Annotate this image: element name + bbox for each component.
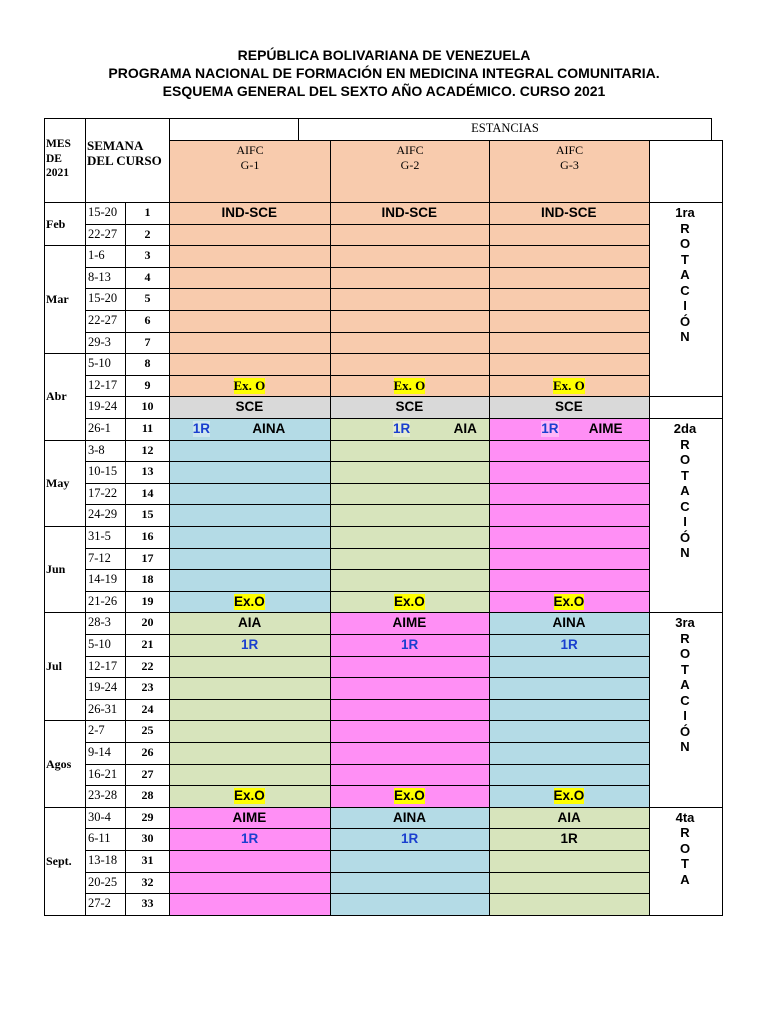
stay-label: AIME bbox=[232, 809, 267, 825]
rotation-cell bbox=[649, 202, 723, 397]
week-number: 27 bbox=[125, 764, 170, 787]
stay-label: AINA bbox=[252, 420, 286, 436]
stay-cell-g1 bbox=[169, 461, 331, 484]
stay-label: AIME bbox=[588, 420, 623, 436]
week-number: 7 bbox=[125, 332, 170, 355]
stay-label: 1R bbox=[192, 420, 210, 436]
month-cell: Sept. bbox=[44, 807, 86, 916]
stay-cell-g2 bbox=[330, 267, 490, 290]
week-dates: 22-27 bbox=[85, 310, 126, 333]
rotation-label: 1ra R O T A C I Ó N bbox=[675, 205, 695, 344]
week-dates: 3-8 bbox=[85, 440, 126, 463]
stay-cell-g1 bbox=[169, 245, 331, 268]
stay-label: 1R bbox=[393, 420, 411, 436]
week-dates: 23-28 bbox=[85, 785, 126, 808]
stay-cell-g3 bbox=[489, 742, 650, 765]
stay-cell-g3 bbox=[489, 872, 650, 895]
stay-cell-g2 bbox=[330, 483, 490, 506]
stay-cell-g3 bbox=[489, 893, 650, 916]
stay-label: Ex. O bbox=[393, 377, 426, 393]
stay-cell-g1 bbox=[169, 677, 331, 700]
week-dates: 21-26 bbox=[85, 591, 126, 614]
stay-label: AIA bbox=[238, 615, 262, 631]
stay-cell-g3 bbox=[489, 332, 650, 355]
stay-cell-g2 bbox=[330, 526, 490, 549]
stay-cell-g3 bbox=[489, 526, 650, 549]
week-dates: 12-17 bbox=[85, 656, 126, 679]
week-dates: 19-24 bbox=[85, 396, 126, 419]
header-semana: SEMANA DEL CURSO bbox=[85, 118, 170, 203]
week-number: 10 bbox=[125, 396, 170, 419]
week-number: 29 bbox=[125, 807, 170, 830]
week-dates: 5-10 bbox=[85, 634, 126, 657]
stay-cell-g2 bbox=[330, 224, 490, 247]
week-number: 31 bbox=[125, 850, 170, 873]
stay-cell-g3 bbox=[489, 699, 650, 722]
stay-cell-g2 bbox=[330, 461, 490, 484]
stay-cell-g1 bbox=[169, 850, 331, 873]
rotation-gap-cell bbox=[649, 396, 723, 419]
stay-cell-g3 bbox=[489, 569, 650, 592]
stay-label: SCE bbox=[235, 399, 264, 415]
stay-cell-g1 bbox=[169, 332, 331, 355]
stay-label: AIA bbox=[453, 420, 477, 436]
stay-cell-g2 bbox=[330, 656, 490, 679]
week-number: 15 bbox=[125, 504, 170, 527]
header-group-2: AIFC G-2 bbox=[330, 140, 490, 203]
month-cell: Abr bbox=[44, 353, 86, 440]
week-dates: 13-18 bbox=[85, 850, 126, 873]
week-number: 4 bbox=[125, 267, 170, 290]
header-group-3: AIFC G-3 bbox=[489, 140, 650, 203]
stay-cell-g2 bbox=[330, 699, 490, 722]
stay-cell-g2 bbox=[330, 353, 490, 376]
week-dates: 6-11 bbox=[85, 828, 126, 851]
stay-cell-g2 bbox=[330, 245, 490, 268]
stay-cell-g2 bbox=[330, 440, 490, 463]
month-cell: May bbox=[44, 440, 86, 527]
month-cell: Agos bbox=[44, 720, 86, 807]
week-number: 13 bbox=[125, 461, 170, 484]
week-number: 2 bbox=[125, 224, 170, 247]
stay-label: Ex.O bbox=[394, 593, 425, 609]
stay-cell-g2 bbox=[330, 288, 490, 311]
stay-cell-g1 bbox=[169, 569, 331, 592]
week-number: 18 bbox=[125, 569, 170, 592]
header-blank-cell bbox=[169, 118, 299, 141]
week-dates: 28-3 bbox=[85, 612, 126, 635]
stay-cell-g2 bbox=[330, 720, 490, 743]
week-number: 32 bbox=[125, 872, 170, 895]
rotation-cell bbox=[649, 807, 723, 916]
week-number: 28 bbox=[125, 785, 170, 808]
stay-cell-g1 bbox=[169, 720, 331, 743]
stay-cell-g3 bbox=[489, 504, 650, 527]
week-dates: 1-6 bbox=[85, 245, 126, 268]
rotation-cell bbox=[649, 612, 723, 807]
week-dates: 7-12 bbox=[85, 548, 126, 571]
stay-cell-g1 bbox=[169, 742, 331, 765]
week-number: 6 bbox=[125, 310, 170, 333]
stay-label: Ex. O bbox=[233, 377, 266, 393]
month-cell: Feb bbox=[44, 202, 86, 246]
week-dates: 12-17 bbox=[85, 375, 126, 398]
stay-cell-g3 bbox=[489, 353, 650, 376]
week-dates: 2-7 bbox=[85, 720, 126, 743]
week-dates: 15-20 bbox=[85, 288, 126, 311]
week-dates: 9-14 bbox=[85, 742, 126, 765]
stay-cell-g3 bbox=[489, 764, 650, 787]
week-dates: 29-3 bbox=[85, 332, 126, 355]
stay-label: Ex.O bbox=[553, 593, 585, 609]
week-dates: 10-15 bbox=[85, 461, 126, 484]
stay-cell-g2 bbox=[330, 332, 490, 355]
stay-cell-g2 bbox=[330, 850, 490, 873]
stay-cell-g1 bbox=[169, 504, 331, 527]
stay-cell-g2 bbox=[330, 504, 490, 527]
stay-cell-g3 bbox=[489, 224, 650, 247]
week-number: 9 bbox=[125, 375, 170, 398]
stay-label: 1R bbox=[401, 636, 419, 652]
title-line-1: REPÚBLICA BOLIVARIANA DE VENEZUELA bbox=[237, 47, 531, 63]
stay-cell-g3 bbox=[489, 548, 650, 571]
stay-cell-g3 bbox=[489, 310, 650, 333]
stay-label: Ex. O bbox=[553, 377, 585, 393]
week-number: 8 bbox=[125, 353, 170, 376]
stay-cell-g1 bbox=[169, 656, 331, 679]
stay-label: Ex.O bbox=[234, 788, 265, 803]
week-dates: 5-10 bbox=[85, 353, 126, 376]
week-dates: 15-20 bbox=[85, 202, 126, 225]
stay-label: 1R bbox=[541, 420, 559, 436]
stay-cell-g1 bbox=[169, 893, 331, 916]
month-cell: Jul bbox=[44, 612, 86, 721]
week-dates: 31-5 bbox=[85, 526, 126, 549]
week-number: 1 bbox=[125, 202, 170, 225]
week-number: 21 bbox=[125, 634, 170, 657]
week-number: 23 bbox=[125, 677, 170, 700]
stay-cell-g3 bbox=[489, 440, 650, 463]
stay-label: 1R bbox=[560, 831, 578, 847]
header-mes: MES DE 2021 bbox=[44, 118, 86, 203]
stay-label: 1R bbox=[241, 831, 259, 847]
stay-label: AINA bbox=[393, 809, 426, 825]
stay-cell-g3 bbox=[489, 656, 650, 679]
week-dates: 19-24 bbox=[85, 677, 126, 700]
header-group-1: AIFC G-1 bbox=[169, 140, 331, 203]
stay-cell-g3 bbox=[489, 720, 650, 743]
stay-cell-g1 bbox=[169, 224, 331, 247]
week-dates: 16-21 bbox=[85, 764, 126, 787]
rotation-label: 4ta R O T A bbox=[675, 809, 695, 887]
stay-label: IND-SCE bbox=[381, 204, 438, 220]
week-number: 3 bbox=[125, 245, 170, 268]
month-cell: Mar bbox=[44, 245, 86, 354]
week-dates: 26-1 bbox=[85, 418, 126, 441]
week-dates: 26-31 bbox=[85, 699, 126, 722]
stay-cell-g3 bbox=[489, 850, 650, 873]
rotation-label: 2da R O T A C I Ó N bbox=[673, 421, 697, 560]
stay-label: Ex.O bbox=[394, 788, 425, 803]
stay-cell-g3 bbox=[489, 461, 650, 484]
week-number: 5 bbox=[125, 288, 170, 311]
stay-cell-g2 bbox=[330, 548, 490, 571]
week-dates: 17-22 bbox=[85, 483, 126, 506]
week-number: 19 bbox=[125, 591, 170, 614]
week-number: 33 bbox=[125, 893, 170, 916]
stay-cell-g2 bbox=[330, 764, 490, 787]
stay-cell-g1 bbox=[169, 353, 331, 376]
week-number: 16 bbox=[125, 526, 170, 549]
stay-cell-g3 bbox=[489, 483, 650, 506]
title-line-3: ESQUEMA GENERAL DEL SEXTO AÑO ACADÉMICO. CURSO 2021 bbox=[162, 83, 606, 99]
rotation-cell bbox=[649, 418, 723, 613]
stay-cell-g3 bbox=[489, 677, 650, 700]
stay-label: SCE bbox=[395, 399, 424, 415]
stay-cell-g3 bbox=[489, 267, 650, 290]
stay-label: Ex.O bbox=[553, 788, 585, 803]
stay-cell-g1 bbox=[169, 288, 331, 311]
stay-label: IND-SCE bbox=[541, 204, 597, 220]
stay-cell-g1 bbox=[169, 310, 331, 333]
stay-label: Ex.O bbox=[234, 593, 265, 609]
week-dates: 8-13 bbox=[85, 267, 126, 290]
week-dates: 20-25 bbox=[85, 872, 126, 895]
week-number: 24 bbox=[125, 699, 170, 722]
stay-cell-g1 bbox=[169, 267, 331, 290]
month-cell: Jun bbox=[44, 526, 86, 613]
week-dates: 14-19 bbox=[85, 569, 126, 592]
header-estancias: ESTANCIAS bbox=[298, 118, 712, 141]
stay-label: AINA bbox=[552, 615, 586, 631]
stay-cell-g1 bbox=[169, 483, 331, 506]
stay-label: AIME bbox=[392, 615, 427, 631]
stay-cell-g1 bbox=[169, 872, 331, 895]
stay-cell-g1 bbox=[169, 548, 331, 571]
week-dates: 24-29 bbox=[85, 504, 126, 527]
stay-label: 1R bbox=[401, 831, 419, 847]
stay-cell-g1 bbox=[169, 764, 331, 787]
week-number: 26 bbox=[125, 742, 170, 765]
stay-label: IND-SCE bbox=[221, 204, 278, 220]
week-number: 20 bbox=[125, 612, 170, 635]
week-number: 22 bbox=[125, 656, 170, 679]
week-dates: 30-4 bbox=[85, 807, 126, 830]
stay-label: 1R bbox=[241, 636, 259, 652]
week-number: 11 bbox=[125, 418, 170, 441]
week-number: 14 bbox=[125, 483, 170, 506]
week-number: 25 bbox=[125, 720, 170, 743]
week-number: 12 bbox=[125, 440, 170, 463]
stay-cell-g3 bbox=[489, 418, 650, 441]
week-number: 17 bbox=[125, 548, 170, 571]
stay-label: 1R bbox=[560, 636, 578, 652]
week-dates: 22-27 bbox=[85, 224, 126, 247]
stay-cell-g2 bbox=[330, 569, 490, 592]
stay-cell-g3 bbox=[489, 288, 650, 311]
week-number: 30 bbox=[125, 828, 170, 851]
stay-cell-g2 bbox=[330, 872, 490, 895]
rotation-label: 3ra R O T A C I Ó N bbox=[675, 615, 695, 755]
week-dates: 27-2 bbox=[85, 893, 126, 916]
stay-cell-g2 bbox=[330, 677, 490, 700]
stay-cell-g1 bbox=[169, 699, 331, 722]
stay-cell-g3 bbox=[489, 245, 650, 268]
stay-cell-g2 bbox=[330, 742, 490, 765]
title-line-2: PROGRAMA NACIONAL DE FORMACIÓN EN MEDICINA INTEGRAL COMUNITARIA. bbox=[108, 65, 660, 81]
stay-cell-g1 bbox=[169, 526, 331, 549]
stay-cell-g1 bbox=[169, 440, 331, 463]
stay-cell-g2 bbox=[330, 893, 490, 916]
stay-cell-g2 bbox=[330, 310, 490, 333]
stay-label: SCE bbox=[555, 399, 583, 415]
stay-label: AIA bbox=[557, 809, 581, 825]
header-rotation-cell bbox=[649, 140, 723, 203]
